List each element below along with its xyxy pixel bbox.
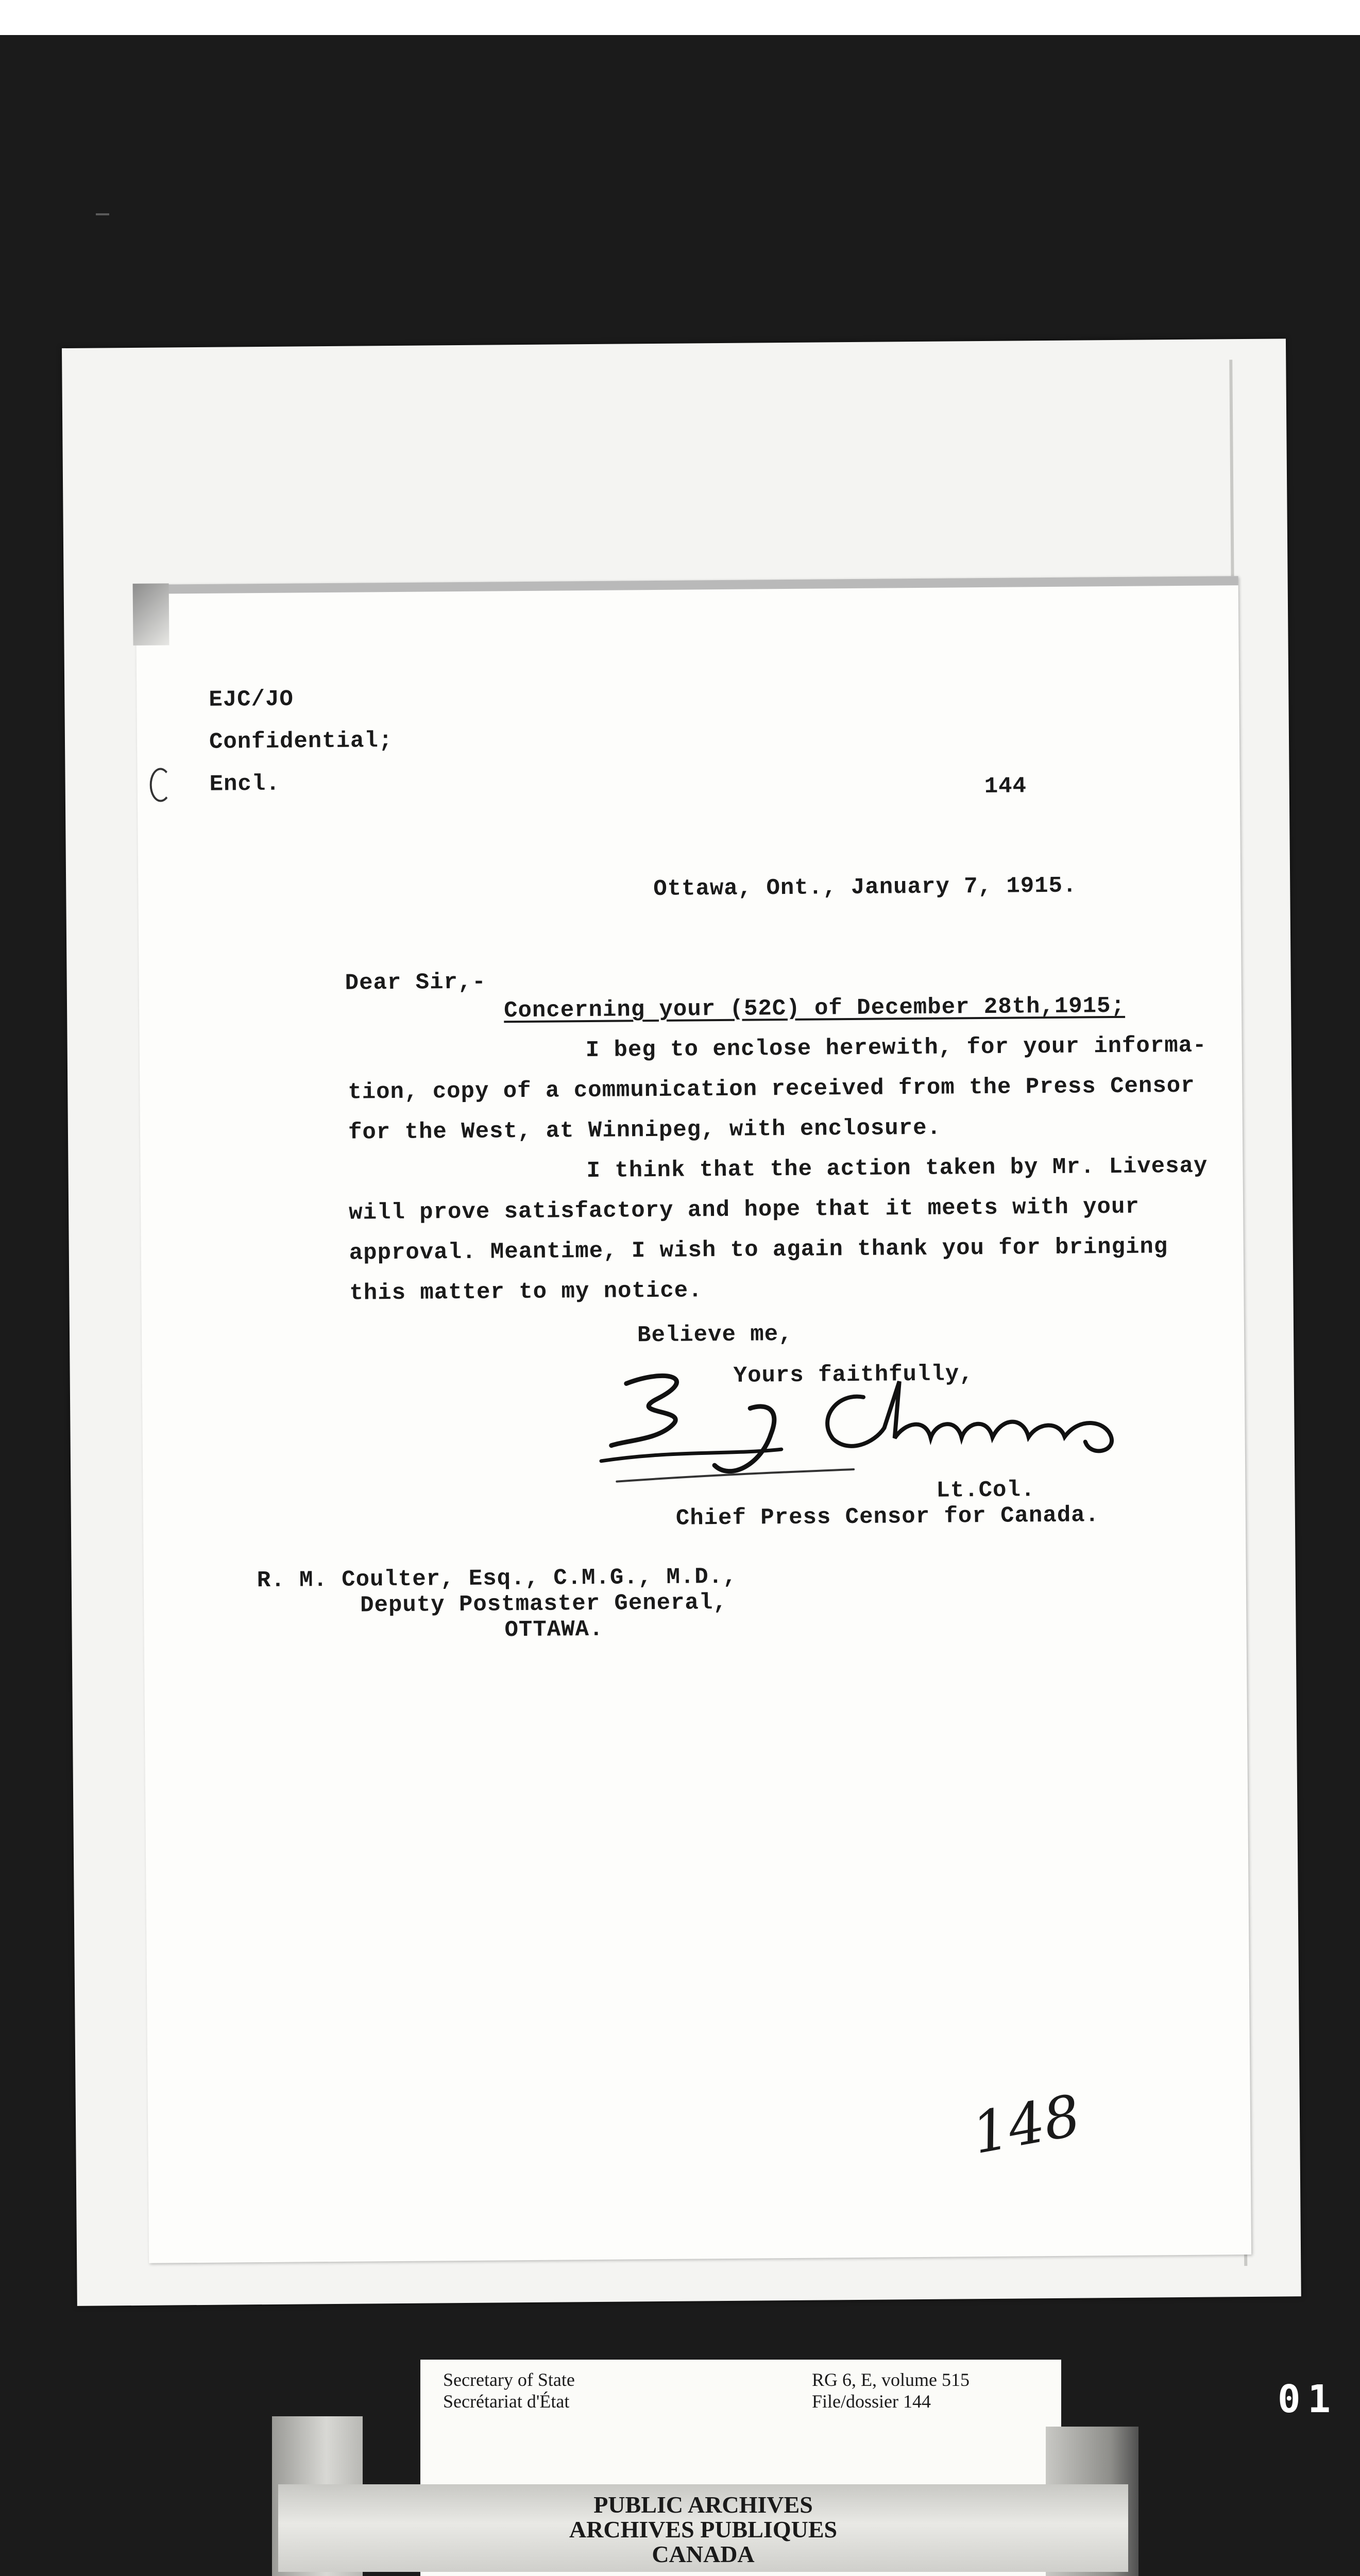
signer-rank: Lt.Col.	[936, 1477, 1035, 1504]
enclosure-line: Encl.	[209, 771, 280, 798]
letter-corner-fold	[133, 583, 169, 646]
closing-yours-faithfully: Yours faithfully,	[733, 1361, 974, 1389]
mounting-board	[62, 338, 1301, 2306]
reference-line: EJC/JO	[209, 686, 294, 713]
dateline: Ottawa, Ont., January 7, 1915.	[653, 873, 1077, 903]
file-number: File/dossier 144	[812, 2391, 931, 2412]
enclosure-mark	[149, 768, 172, 802]
addressee-line: R. M. Coulter, Esq., C.M.G., M.D.,	[257, 1564, 737, 1594]
scan-top-margin	[0, 0, 1360, 35]
addressee-line: OTTAWA.	[504, 1616, 604, 1643]
stamp-line: PUBLIC ARCHIVES	[593, 2492, 813, 2518]
handwritten-signature	[596, 1359, 1143, 1500]
body-line: this matter to my notice.	[349, 1278, 703, 1307]
archives-stamp-band	[278, 2484, 1128, 2572]
record-group: RG 6, E, volume 515	[812, 2369, 970, 2390]
signer-title: Chief Press Censor for Canada.	[675, 1502, 1100, 1532]
scan-mark	[96, 213, 109, 215]
salutation: Dear Sir,-	[345, 969, 486, 996]
body-line: will prove satisfactory and hope that it meets with your	[349, 1194, 1140, 1226]
department-fr: Secrétariat d'État	[443, 2391, 570, 2412]
stamp-line: ARCHIVES PUBLIQUES	[569, 2516, 838, 2543]
body-line: for the West, at Winnipeg, with enclosure.	[348, 1115, 942, 1146]
stamp-line: CANADA	[652, 2541, 755, 2567]
subject-line: Concerning your (52C) of December 28th,1915;	[503, 993, 1126, 1024]
page-number: 144	[984, 773, 1027, 800]
closing-believe-me: Believe me,	[637, 1321, 793, 1349]
body-line: I beg to enclose herewith, for your informa-	[585, 1032, 1207, 1064]
frame-counter: 01	[1278, 2377, 1338, 2421]
body-line: I think that the action taken by Mr. Livesay	[586, 1153, 1208, 1184]
addressee-line: Deputy Postmaster General,	[360, 1589, 727, 1619]
body-line: tion, copy of a communication received from the Press Censor	[348, 1073, 1195, 1106]
letter-page	[136, 576, 1252, 2263]
body-line: approval. Meantime, I wish to again thank you for bringing	[349, 1234, 1168, 1266]
handwritten-folio: 148	[967, 2082, 1085, 2167]
confidential-line: Confidential;	[209, 727, 393, 755]
department-en: Secretary of State	[443, 2369, 575, 2390]
